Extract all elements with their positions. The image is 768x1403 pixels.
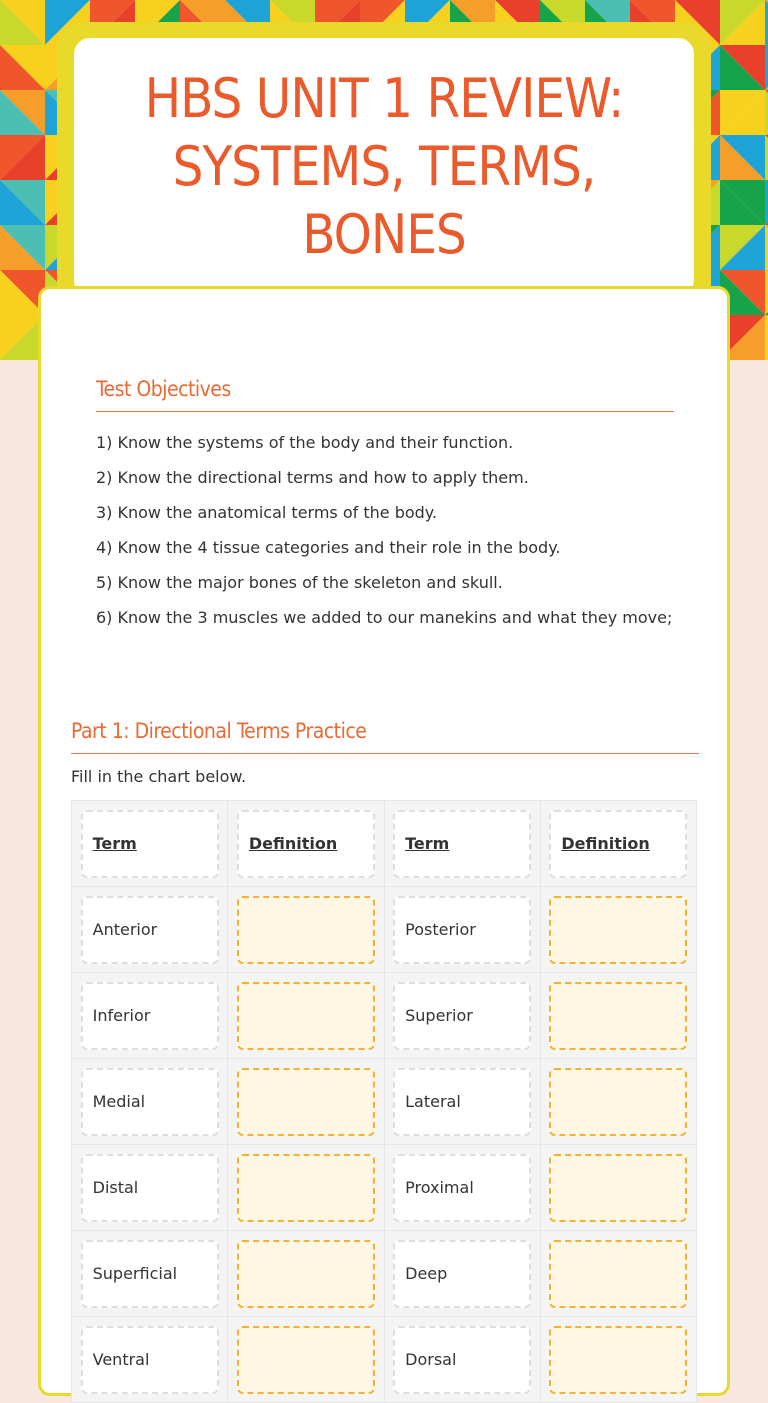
part1-section [71, 719, 699, 1403]
term-cell: Lateral [393, 1068, 531, 1136]
table-header-row [72, 801, 697, 887]
table-row [72, 1231, 697, 1317]
objectives-section [96, 377, 674, 640]
definition-answer-field[interactable] [237, 1068, 375, 1136]
objective-item: 2) Know the directional terms and how to apply them. [96, 468, 529, 487]
objective-item: 1) Know the systems of the body and their function. [96, 433, 514, 452]
definition-answer-field[interactable] [237, 896, 375, 964]
column-header-definition: Definition [549, 810, 687, 878]
definition-answer-field[interactable] [237, 1326, 375, 1394]
term-cell: Ventral [81, 1326, 219, 1394]
part1-instruction: Fill in the chart below. [71, 767, 247, 786]
table-row [72, 973, 697, 1059]
objective-item: 3) Know the anatomical terms of the body. [96, 503, 438, 522]
worksheet-sheet [38, 286, 730, 1396]
column-header-definition: Definition [237, 810, 375, 878]
term-cell: Dorsal [393, 1326, 531, 1394]
definition-answer-field[interactable] [237, 982, 375, 1050]
definition-answer-field[interactable] [237, 1240, 375, 1308]
term-cell: Superficial [81, 1240, 219, 1308]
term-cell: Medial [81, 1068, 219, 1136]
term-cell: Posterior [393, 896, 531, 964]
objectives-heading: Test Objectives [96, 377, 674, 412]
term-cell: Anterior [81, 896, 219, 964]
definition-answer-field[interactable] [549, 1240, 687, 1308]
definition-answer-field[interactable] [549, 1154, 687, 1222]
definition-answer-field[interactable] [549, 1326, 687, 1394]
term-cell: Distal [81, 1154, 219, 1222]
column-header-term: Term [81, 810, 219, 878]
objective-item: 4) Know the 4 tissue categories and their role in the body. [96, 538, 561, 557]
objective-item: 6) Know the 3 muscles we added to our manekins and what they move; [96, 608, 673, 627]
objective-item: 5) Know the major bones of the skeleton and skull. [96, 573, 503, 592]
table-row [72, 887, 697, 973]
term-cell: Inferior [81, 982, 219, 1050]
title-card [72, 36, 696, 298]
table-row [72, 1059, 697, 1145]
objectives-list [96, 430, 674, 630]
term-cell: Deep [393, 1240, 531, 1308]
page-title: HBS UNIT 1 REVIEW: SYSTEMS, TERMS, BONES [144, 67, 624, 266]
definition-answer-field[interactable] [549, 1068, 687, 1136]
definition-answer-field[interactable] [237, 1154, 375, 1222]
table-row [72, 1145, 697, 1231]
directional-terms-table [71, 800, 697, 1403]
term-cell: Superior [393, 982, 531, 1050]
table-row [72, 1317, 697, 1403]
column-header-term: Term [393, 810, 531, 878]
term-cell: Proximal [393, 1154, 531, 1222]
part1-heading: Part 1: Directional Terms Practice [71, 719, 699, 754]
definition-answer-field[interactable] [549, 896, 687, 964]
definition-answer-field[interactable] [549, 982, 687, 1050]
